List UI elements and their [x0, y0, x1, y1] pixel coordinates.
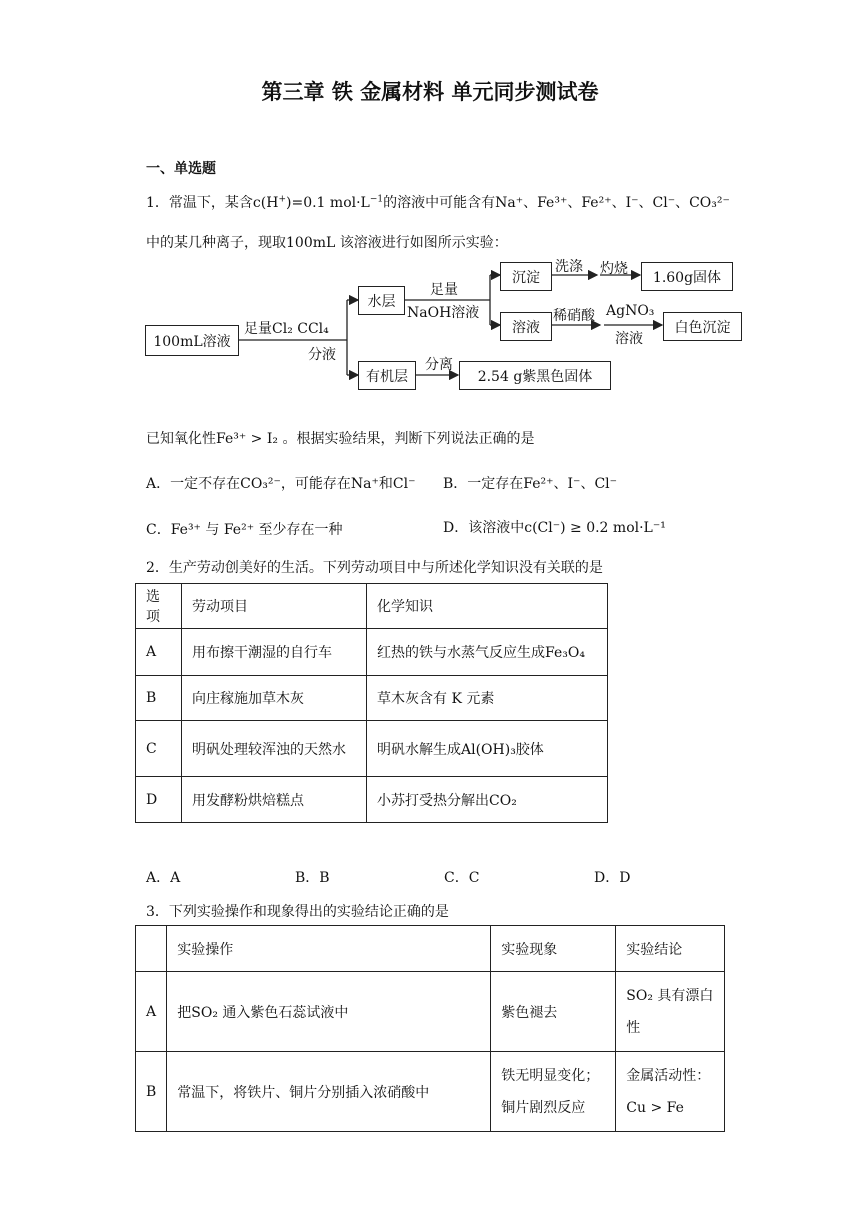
q1-option-b[interactable]: B．一定存在Fe²⁺、I⁻、Cl⁻ [443, 476, 618, 492]
table-row [136, 972, 725, 1052]
table-cell: 紫色褪去 [491, 972, 616, 1052]
q2-header-option: 选项 [136, 584, 182, 629]
table-row [136, 777, 608, 823]
q2-option-c[interactable]: C．C [444, 870, 480, 886]
q2-option-b[interactable]: B．B [295, 870, 330, 886]
q3-header-operation: 实验操作 [167, 926, 491, 972]
q1-ions: Na⁺、Fe³⁺、Fe²⁺、I⁻、Cl⁻、CO₃²⁻ [495, 195, 730, 211]
flow-solid1-box: 1.60g固体 [641, 262, 733, 291]
q3-header-blank [136, 926, 167, 972]
q1-prefix: 1．常温下，某含 [146, 195, 253, 211]
table-cell [491, 1052, 616, 1132]
flow-solution-box: 溶液 [500, 312, 552, 341]
q1-mid: 的溶液中可能含有 [383, 195, 496, 211]
q2-header-knowledge: 化学知识 [367, 584, 608, 629]
q1-option-d[interactable]: D．该溶液中c(Cl⁻) ≥ 0.2 mol·L⁻¹ [443, 520, 666, 536]
q3-rowb-conclusion-1: 金属活动性： [626, 1067, 711, 1084]
flow-cl2-label: 足量Cl₂ CCl₄ [244, 321, 329, 337]
flow-start-box: 100mL溶液 [145, 325, 239, 356]
table-cell: 常温下，将铁片、铜片分别插入浓硝酸中 [167, 1052, 491, 1132]
table-cell: 明矾处理较浑浊的天然水 [182, 721, 367, 777]
q1-conc: =0.1 mol·L [291, 195, 370, 211]
q1-option-c[interactable]: C．Fe³⁺ 与 Fe²⁺ 至少存在一种 [146, 522, 343, 538]
table-row [136, 721, 608, 777]
flow-separate-label: 分液 [308, 347, 336, 363]
flow-agno3-bottom: 溶液 [615, 331, 643, 347]
table-cell: D [136, 777, 182, 823]
flow-hno3-label: 稀硝酸 [553, 308, 595, 324]
table-cell: A [136, 629, 182, 676]
q1-known: 已知氧化性Fe³⁺ > I₂ 。根据实验结果，判断下列说法正确的是 [146, 431, 535, 447]
flow-solid2-box: 2.54 g紫黑色固体 [459, 361, 611, 390]
table-row [136, 676, 608, 721]
table-cell: 明矾水解生成Al(OH)₃胶体 [367, 721, 608, 777]
table-cell: B [136, 1052, 167, 1132]
flow-organic-box: 有机层 [358, 361, 416, 390]
table-cell [616, 972, 725, 1052]
section-heading: 一、单选题 [146, 161, 216, 177]
q1-line1: 1．常温下，某含c(H+)=0.1 $mol\cdot L^{-1}$的溶液中可能含有Na⁺、Fe³⁺、Fe²⁺、I⁻、Cl⁻、CO₃²⁻ [146, 194, 730, 211]
q3-header-conclusion: 实验结论 [616, 926, 725, 972]
flow-water-box: 水层 [358, 286, 405, 315]
table-cell: 草木灰含有 K 元素 [367, 676, 608, 721]
q3-stem: 3．下列实验操作和现象得出的实验结论正确的是 [146, 904, 449, 920]
table-cell: 小苏打受热分解出CO₂ [367, 777, 608, 823]
table-cell: C [136, 721, 182, 777]
q3-table [135, 925, 725, 1132]
flow-sep-label: 分离 [425, 357, 453, 373]
table-cell [616, 1052, 725, 1132]
table-row [136, 1052, 725, 1132]
table-cell: 红热的铁与水蒸气反应生成Fe₃O₄ [367, 629, 608, 676]
table-row [136, 629, 608, 676]
q1-line2: 中的某几种离子，现取100mL 该溶液进行如图所示实验： [146, 235, 508, 251]
table-cell: 把SO₂ 通入紫色石蕊试液中 [167, 972, 491, 1052]
q1-option-a[interactable]: A．一定不存在CO₃²⁻，可能存在Na⁺和Cl⁻ [146, 476, 416, 492]
flow-naoh-top: 足量 [430, 282, 458, 298]
page-title: 第三章 铁 金属材料 单元同步测试卷 [261, 80, 599, 104]
q2-table [135, 583, 608, 823]
q1-c: c [252, 195, 261, 211]
table-row [136, 926, 725, 972]
flow-white-box: 白色沉淀 [663, 312, 742, 341]
table-cell: 向庄稼施加草木灰 [182, 676, 367, 721]
q3-rowb-phenomenon-1: 铁无明显变化； [501, 1067, 600, 1084]
q2-stem: 2．生产劳动创美好的生活。下列劳动项目中与所述化学知识没有关联的是 [146, 560, 603, 576]
flow-agno3-top: AgNO₃ [606, 303, 655, 319]
flow-wash-label: 洗涤 [555, 259, 583, 275]
q3-rowa-conclusion-2: 性 [626, 1019, 641, 1036]
table-row [136, 584, 608, 629]
flow-naoh-bottom: NaOH溶液 [407, 305, 480, 321]
q2-option-a[interactable]: A．A [146, 870, 181, 886]
q1-h: H [266, 195, 279, 211]
q3-rowb-phenomenon-2: 铜片剧烈反应 [501, 1099, 586, 1116]
q2-option-d[interactable]: D．D [594, 870, 631, 886]
table-cell: A [136, 972, 167, 1052]
table-cell: 用发酵粉烘焙糕点 [182, 777, 367, 823]
q3-rowa-conclusion-1: SO₂ 具有漂白 [626, 987, 714, 1004]
flow-burn-label: 灼烧 [600, 261, 628, 277]
q2-header-labor: 劳动项目 [182, 584, 367, 629]
q3-rowb-conclusion-2: Cu > Fe [626, 1099, 684, 1116]
table-cell: 用布擦干潮湿的自行车 [182, 629, 367, 676]
q3-header-phenomenon: 实验现象 [491, 926, 616, 972]
flow-precip-box: 沉淀 [500, 262, 552, 291]
table-cell: B [136, 676, 182, 721]
